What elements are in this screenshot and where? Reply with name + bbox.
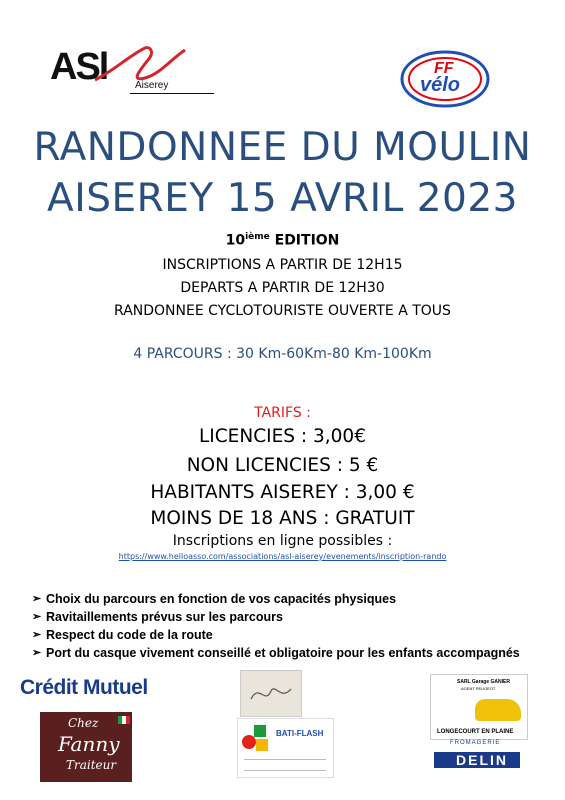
info-bullet-list: [32, 590, 552, 662]
tarif-habitants: HABITANTS AISEREY : 3,00 €: [150, 482, 415, 503]
edition-line: [0, 232, 565, 249]
list-item: [32, 590, 552, 608]
inscriptions-time: INSCRIPTIONS A PARTIR DE 12H15: [162, 257, 403, 273]
ff-velo-top-text: FF: [434, 60, 454, 77]
edition-suffix: ième: [245, 232, 270, 242]
fromagerie-text: FROMAGERIE: [450, 740, 501, 746]
signature-sponsor-logo: [240, 670, 302, 717]
bullet-text: Ravitaillements prévus sur les parcours: [46, 610, 283, 624]
bullet-text: Port du casque vivement conseillé et obligatoire pour les enfants accompagnés: [46, 646, 520, 660]
credit-mutuel-text: Crédit Mutuel: [20, 676, 148, 699]
asl-underline: [130, 93, 214, 94]
edition-number: 10: [225, 232, 246, 249]
signature-scribble-icon: [241, 671, 301, 716]
italy-flag-icon: [118, 716, 130, 724]
fromagerie-delin-logo: [432, 740, 522, 776]
arrow-bullet-icon: ➢: [32, 593, 42, 605]
garage-sub: AGENT PEUGEOT: [461, 686, 496, 691]
tarif-licencies: LICENCIES : 3,00€: [199, 426, 366, 447]
tarif-non-licencies: NON LICENCIES : 5 €: [186, 455, 379, 476]
online-label: Inscriptions en ligne possibles :: [172, 533, 393, 549]
arrow-bullet-icon: ➢: [32, 647, 42, 659]
asl-logo: [50, 40, 220, 100]
list-item: [32, 644, 552, 662]
parcours-text: 4 PARCOURS : 30 Km-60Km-80 Km-100Km: [133, 346, 432, 362]
list-item: [32, 626, 552, 644]
title-line-1: RANDONNEE DU MOULIN: [33, 125, 532, 170]
bati-flash-logo: [237, 718, 334, 778]
garage-ganier-logo: [430, 674, 528, 740]
asl-logo-sub: Aiserey: [135, 80, 169, 91]
tarif-moins-18: MOINS DE 18 ANS : GRATUIT: [150, 508, 415, 529]
traiteur-text: Traiteur: [66, 758, 117, 772]
edition-label: EDITION: [274, 232, 340, 249]
departs-time: DEPARTS A PARTIR DE 12H30: [180, 280, 385, 296]
rando-open-text: RANDONNEE CYCLOTOURISTE OUVERTE A TOUS: [114, 303, 451, 319]
bullet-text: Choix du parcours en fonction de vos capacités physiques: [46, 592, 397, 606]
garage-name: SARL Garage GANIER: [457, 679, 510, 685]
title-line-2: AISEREY 15 AVRIL 2023: [47, 176, 518, 221]
chez-text: Chez: [68, 716, 99, 730]
arrow-bullet-icon: ➢: [32, 629, 42, 641]
tarifs-heading: TARIFS :: [254, 405, 311, 421]
bati-flash-text: BATI-FLASH: [276, 729, 324, 738]
asl-logo-letters: ASl: [50, 46, 108, 88]
ff-velo-logo: [400, 50, 490, 108]
fanny-text: Fanny: [58, 732, 120, 756]
bati-flash-small-lines: [244, 759, 326, 771]
bati-flash-shapes-icon: [242, 725, 270, 753]
credit-mutuel-logo: [20, 672, 175, 708]
longecourt-text: LONGECOURT EN PLAINE: [437, 729, 514, 735]
list-item: [32, 608, 552, 626]
bullet-text: Respect du code de la route: [46, 628, 213, 642]
chez-fanny-logo: [40, 712, 132, 782]
delin-text: DELIN: [456, 752, 508, 768]
yellow-car-icon: [475, 699, 521, 721]
arrow-bullet-icon: ➢: [32, 611, 42, 623]
ff-velo-bottom-text: vélo: [420, 74, 461, 96]
online-registration-link[interactable]: https://www.helloasso.com/associations/asl-aiserey/evenements/inscription-rando: [118, 552, 447, 561]
